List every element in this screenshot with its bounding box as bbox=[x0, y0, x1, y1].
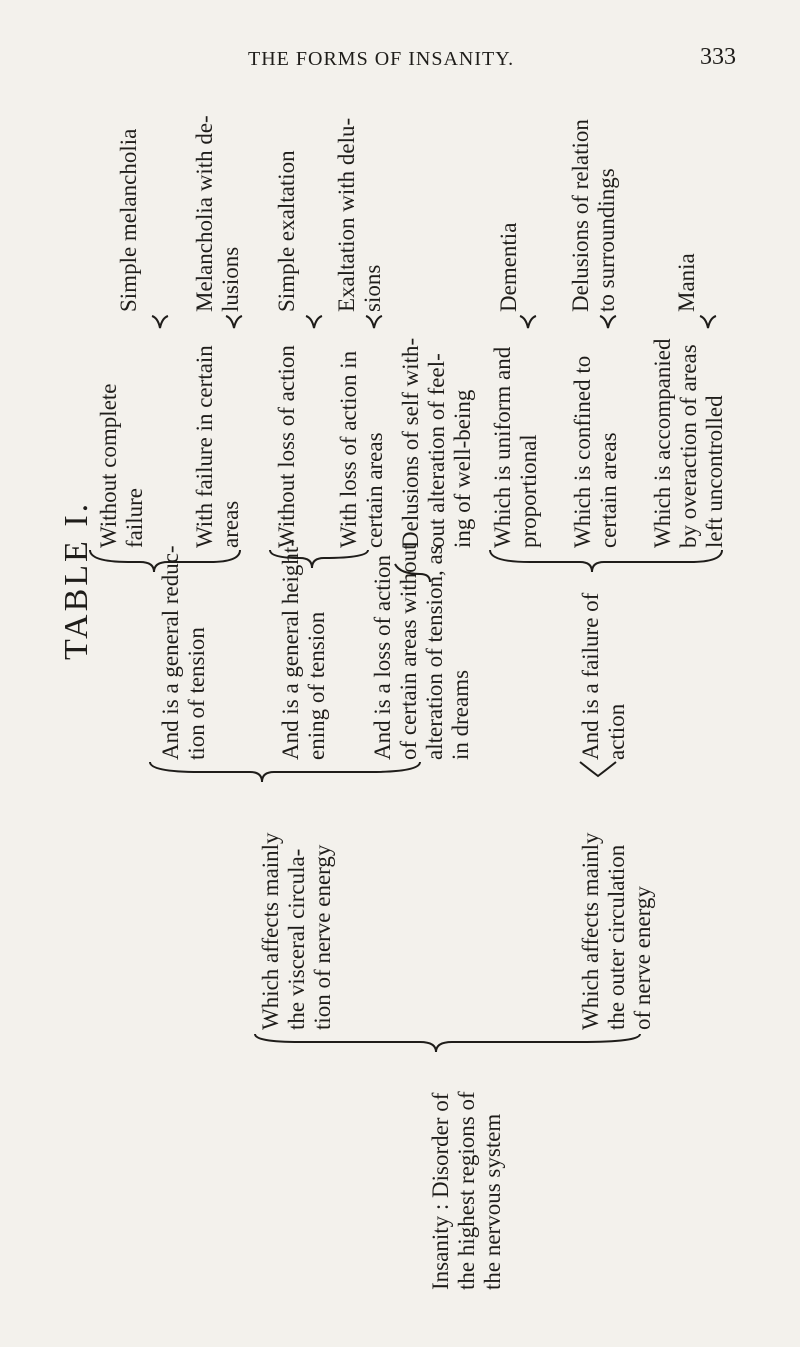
brace-small bbox=[152, 316, 168, 328]
text-line: Which is confined to bbox=[570, 355, 595, 548]
text-line: failure bbox=[122, 487, 147, 548]
text-line: certain areas bbox=[596, 432, 621, 548]
brace-small bbox=[520, 316, 536, 328]
text-line: of nerve energy bbox=[630, 886, 655, 1030]
text-line: Which is accompanied bbox=[650, 338, 675, 548]
text-line: left uncontrolled bbox=[702, 395, 727, 548]
text-line: And is a failure of bbox=[578, 592, 603, 760]
text-line: tion of nerve energy bbox=[310, 844, 335, 1030]
text-line: alteration of tension, as bbox=[422, 545, 447, 760]
text-line: Melancholia with de- bbox=[192, 115, 217, 312]
text-line: the outer circulation bbox=[604, 844, 629, 1030]
brace-root bbox=[255, 1034, 640, 1052]
text-line: of certain areas without bbox=[396, 543, 421, 760]
text-line: ing of well-being bbox=[450, 389, 475, 548]
text-line: Simple melancholia bbox=[116, 128, 141, 312]
text-line: areas bbox=[218, 500, 243, 548]
text-line: the nervous system bbox=[480, 1113, 505, 1290]
text-line: Which affects mainly bbox=[258, 832, 283, 1030]
page-number: 333 bbox=[700, 44, 736, 70]
brace-small bbox=[226, 316, 242, 328]
brace-visceral bbox=[150, 762, 420, 782]
text-line: action bbox=[604, 703, 629, 760]
text-line: the visceral circula- bbox=[284, 848, 309, 1030]
text-line: to surroundings bbox=[594, 168, 619, 312]
text-line: out alteration of feel- bbox=[424, 353, 449, 548]
text-line: ening of tension bbox=[304, 611, 329, 760]
text-line: Insanity : Disorder of bbox=[428, 1092, 453, 1290]
text-line: With failure in certain bbox=[192, 345, 217, 548]
brace-small bbox=[600, 316, 616, 328]
text-line: Delusions of relation bbox=[568, 119, 593, 312]
text-line: in dreams bbox=[448, 669, 473, 760]
text-line: tion of tension bbox=[184, 627, 209, 760]
text-line: proportional bbox=[516, 434, 541, 548]
brace-small bbox=[366, 316, 382, 328]
brace-small bbox=[306, 316, 322, 328]
text-line: And is a loss of action bbox=[370, 554, 395, 760]
text-line: Which is uniform and bbox=[490, 346, 515, 548]
text-line: Without loss of action bbox=[274, 345, 299, 548]
text-line: And is a general reduc- bbox=[158, 545, 183, 760]
text-line: Mania bbox=[674, 253, 699, 312]
text-line: by overaction of areas bbox=[676, 344, 701, 548]
text-line: With loss of action in bbox=[336, 350, 361, 548]
brace-outer bbox=[580, 762, 616, 776]
text-line: the highest regions of bbox=[454, 1091, 479, 1290]
running-title: THE FORMS OF INSANITY. bbox=[248, 48, 515, 70]
brace-failure bbox=[490, 550, 722, 572]
text-line: lusions bbox=[218, 246, 243, 312]
brace-heightening bbox=[270, 550, 368, 568]
text-line: Exaltation with delu- bbox=[334, 117, 359, 312]
table-title: TABLE I. bbox=[58, 500, 95, 660]
brace-dreams bbox=[395, 564, 430, 582]
text-line: Without complete bbox=[96, 383, 121, 548]
text-line: certain areas bbox=[362, 432, 387, 548]
brace-small bbox=[700, 316, 716, 328]
text-line: And is a general height- bbox=[278, 539, 303, 760]
brace-reduction bbox=[90, 550, 240, 572]
text-line: Which affects mainly bbox=[578, 832, 603, 1030]
text-line: sions bbox=[360, 264, 385, 312]
text-line: Simple exaltation bbox=[274, 150, 299, 312]
text-line: Delusions of self with- bbox=[398, 337, 423, 548]
text-line: Dementia bbox=[496, 222, 521, 312]
